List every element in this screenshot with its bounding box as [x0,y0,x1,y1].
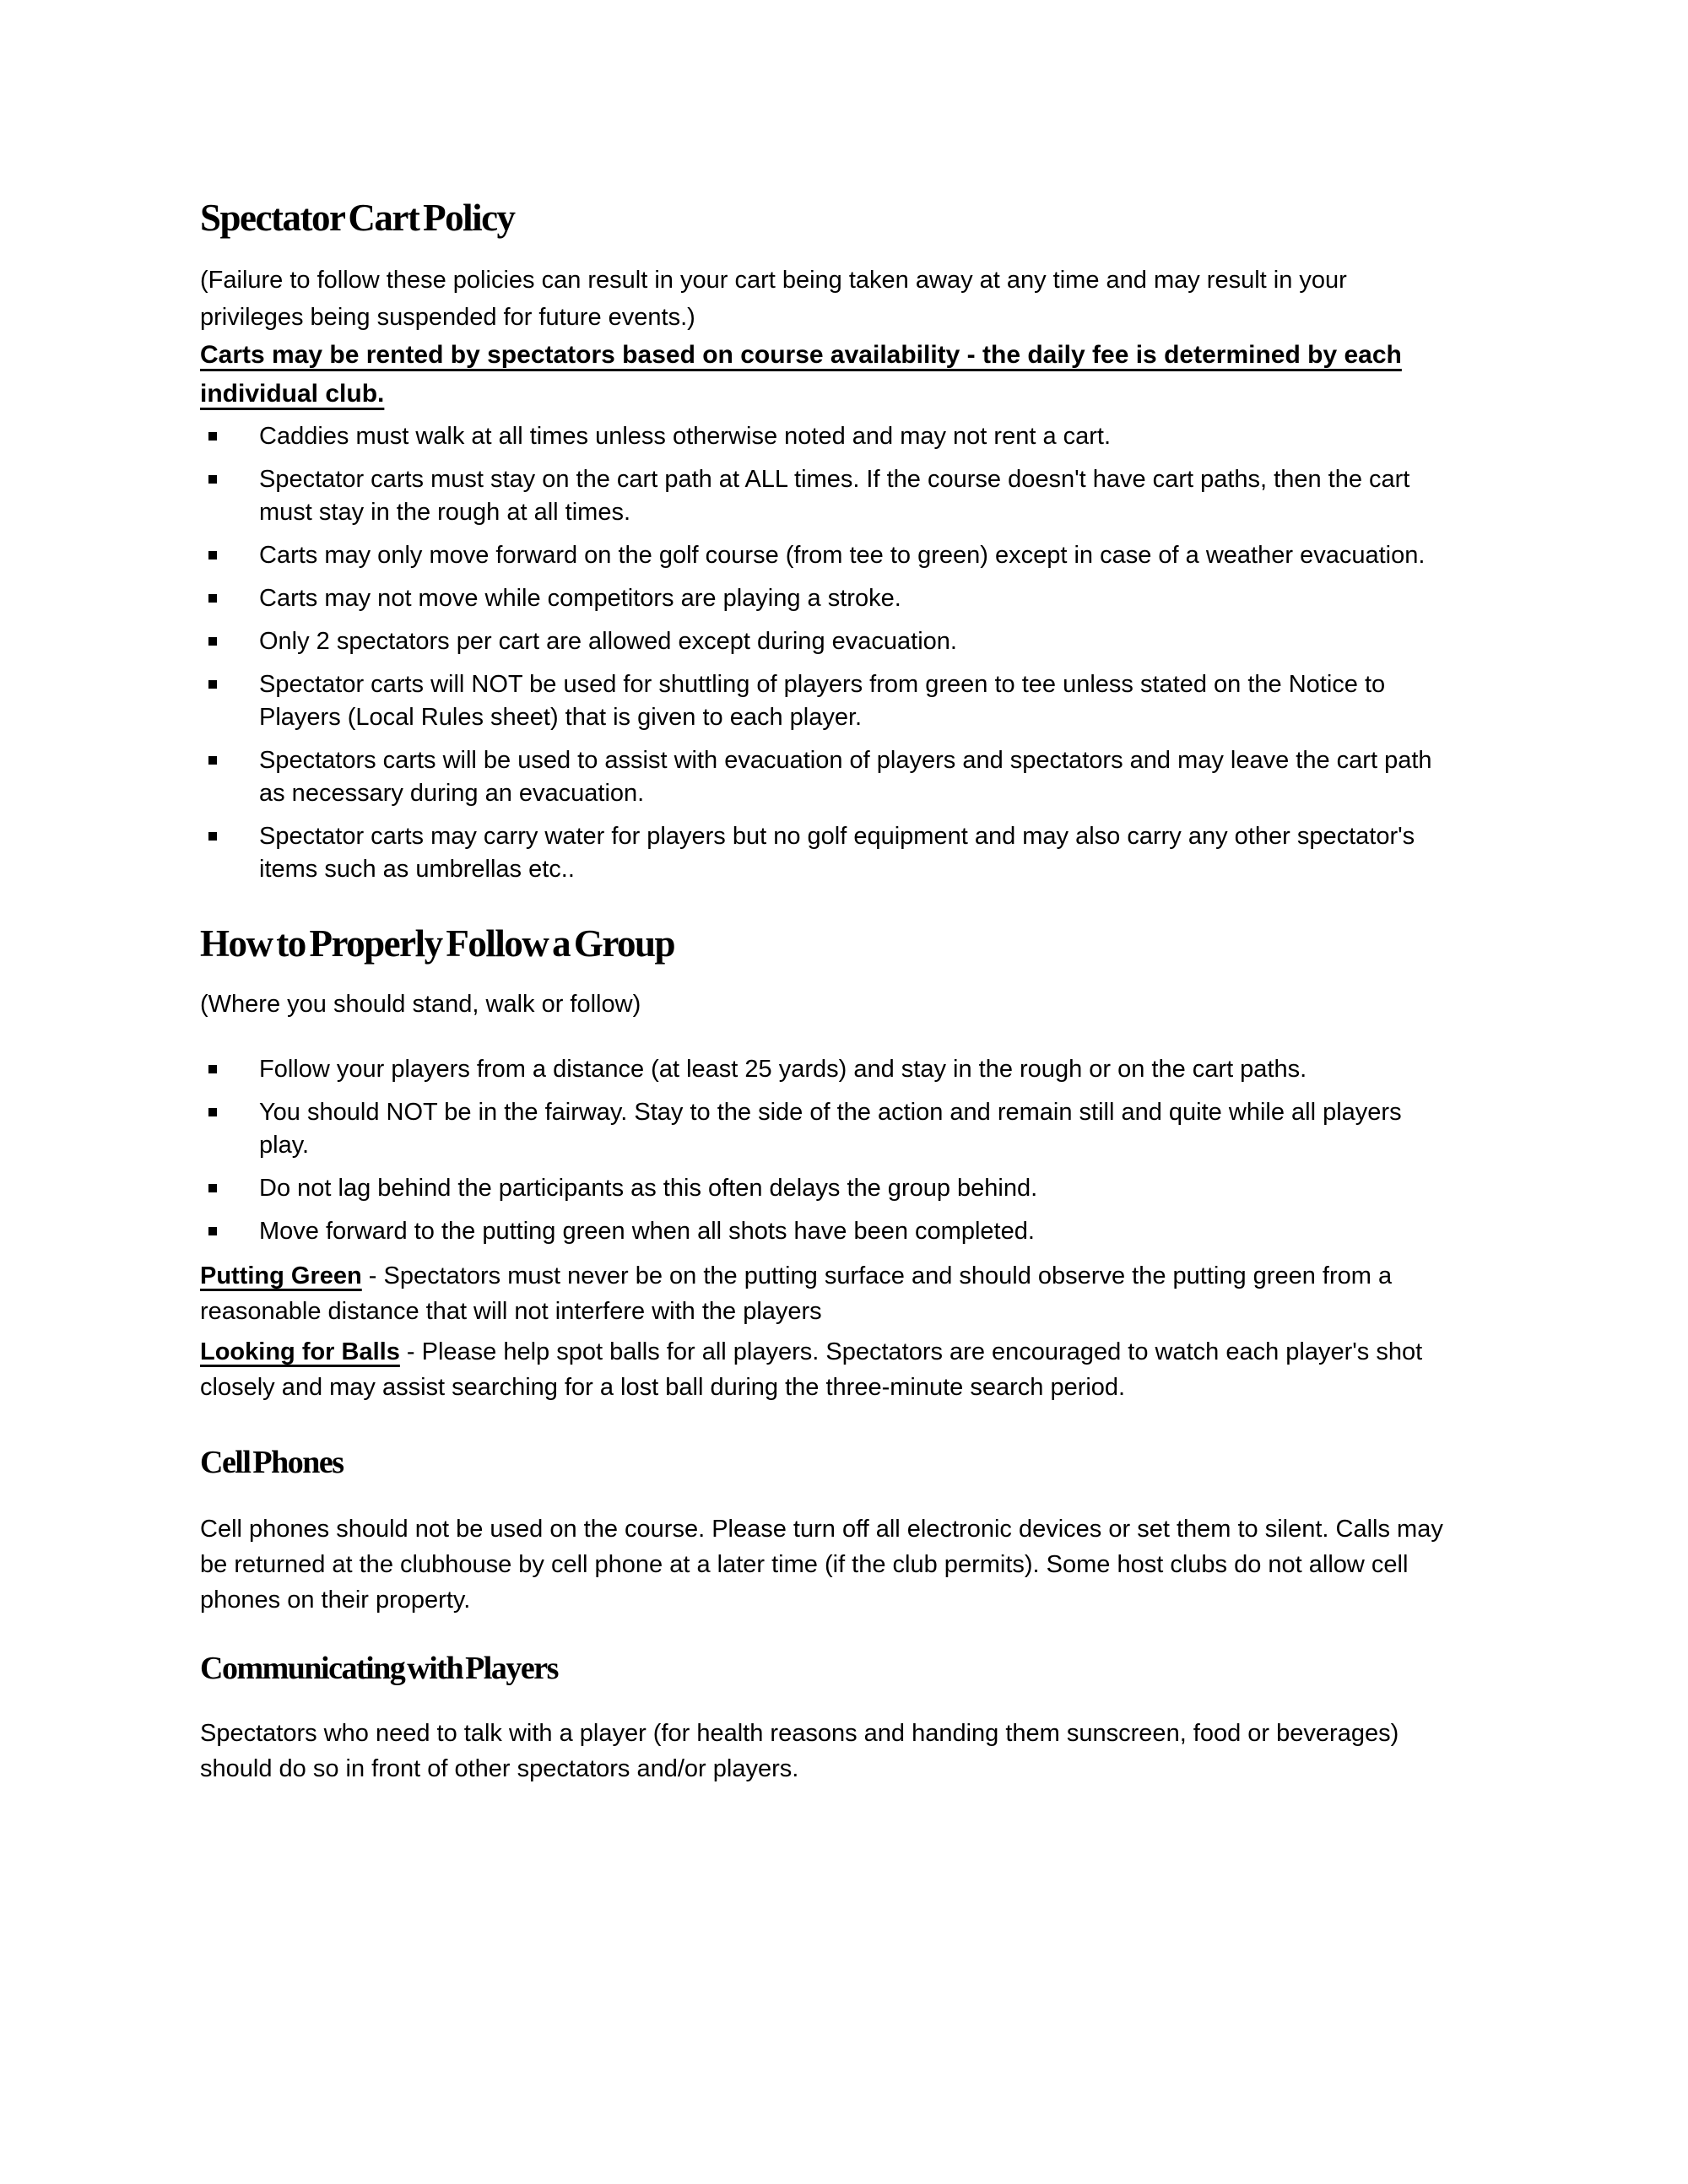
bullet-square-icon [208,594,217,603]
bullet-square-icon [208,432,217,441]
looking-for-balls-text: - Please help spot balls for all players. Spectators are encouraged to watch each player's shot closely and may assist searching for a lost ball during the three-minute search period. [200,1338,1423,1401]
list-item-text: Carts may only move forward on the golf course (from tee to green) except in case of a weather evacuation. [259,542,1426,569]
list-item [200,420,1443,453]
list-item [200,668,1443,734]
list-item [200,463,1443,529]
list-item-text: Do not lag behind the participants as this often delays the group behind. [259,1175,1038,1202]
list-item [200,582,1443,615]
looking-for-balls-lead: Looking for Balls [200,1338,400,1365]
bullet-square-icon [208,1184,217,1192]
bullet-square-icon [208,756,217,765]
list-item [200,1172,1443,1205]
list-item-text: Follow your players from a distance (at least 25 yards) and stay in the rough or on the cart paths. [259,1056,1307,1083]
putting-green-text: - Spectators must never be on the putting surface and should observe the putting green from a reasonable distance that will not interfere with the players [200,1262,1393,1325]
bullet-square-icon [208,637,217,646]
heading-communicating-with-players: Communicating with Players [200,1651,558,1686]
list-item-text: Spectator carts must stay on the cart path at ALL times. If the course doesn't have cart paths, then the cart must stay in the rough at all times. [259,466,1410,526]
list-item-text: Carts may not move while competitors are playing a stroke. [259,585,901,612]
list-item-text: Caddies must walk at all times unless otherwise noted and may not rent a cart. [259,423,1112,450]
list-item [200,539,1443,572]
list-item-text: You should NOT be in the fairway. Stay to the side of the action and remain still and quite while all players play. [259,1099,1402,1159]
bullet-square-icon [208,551,217,560]
bullet-square-icon [208,832,217,841]
bullet-square-icon [208,1065,217,1073]
list-item [200,744,1443,810]
cart-rental-note: Carts may be rented by spectators based on course availability - the daily fee is determined by each individual club. [200,341,1402,408]
communicating-paragraph: Spectators who need to talk with a player (for health reasons and handing them sunscreen, food or beverages) should do so in front of other spectators and/or players. [200,1720,1399,1782]
list-item [200,1215,1443,1248]
list-item-text: Spectator carts will NOT be used for shuttling of players from green to tee unless stated on the Notice to Players (Local Rules sheet) that is given to each player. [259,671,1386,731]
cell-phones-paragraph: Cell phones should not be used on the course. Please turn off all electronic devices or set them to silent. Calls may be returned at the clubhouse by cell phone at a later time (if the club permits). Some host clubs do not allow cell phones on their property. [200,1516,1443,1614]
list-item-text: Only 2 spectators per cart are allowed except during evacuation. [259,628,957,655]
cart-policy-intro: (Failure to follow these policies can result in your cart being taken away at any time and may result in your privileges being suspended for future events.) [200,267,1347,331]
cart-policy-list [200,420,1443,886]
list-item-text: Spectator carts may carry water for players but no golf equipment and may also carry any other spectator's items such as umbrellas etc.. [259,823,1415,883]
list-item [200,820,1443,886]
heading-how-to-follow-group: How to Properly Follow a Group [200,922,675,965]
bullet-square-icon [208,680,217,689]
follow-group-list [200,1053,1443,1248]
looking-for-balls-note [200,1334,1443,1405]
bullet-square-icon [208,1227,217,1235]
heading-spectator-cart-policy: Spectator Cart Policy [200,197,515,239]
follow-group-intro: (Where you should stand, walk or follow) [200,991,641,1018]
bullet-square-icon [208,475,217,484]
list-item [200,625,1443,658]
list-item-text: Spectators carts will be used to assist with evacuation of players and spectators and may leave the cart path as necessary during an evacuation. [259,747,1432,807]
list-item [200,1096,1443,1162]
bullet-square-icon [208,1108,217,1116]
putting-green-lead: Putting Green [200,1262,362,1289]
heading-cell-phones: Cell Phones [200,1445,344,1480]
list-item-text: Move forward to the putting green when all shots have been completed. [259,1218,1035,1245]
list-item [200,1053,1443,1086]
putting-green-note [200,1258,1443,1329]
